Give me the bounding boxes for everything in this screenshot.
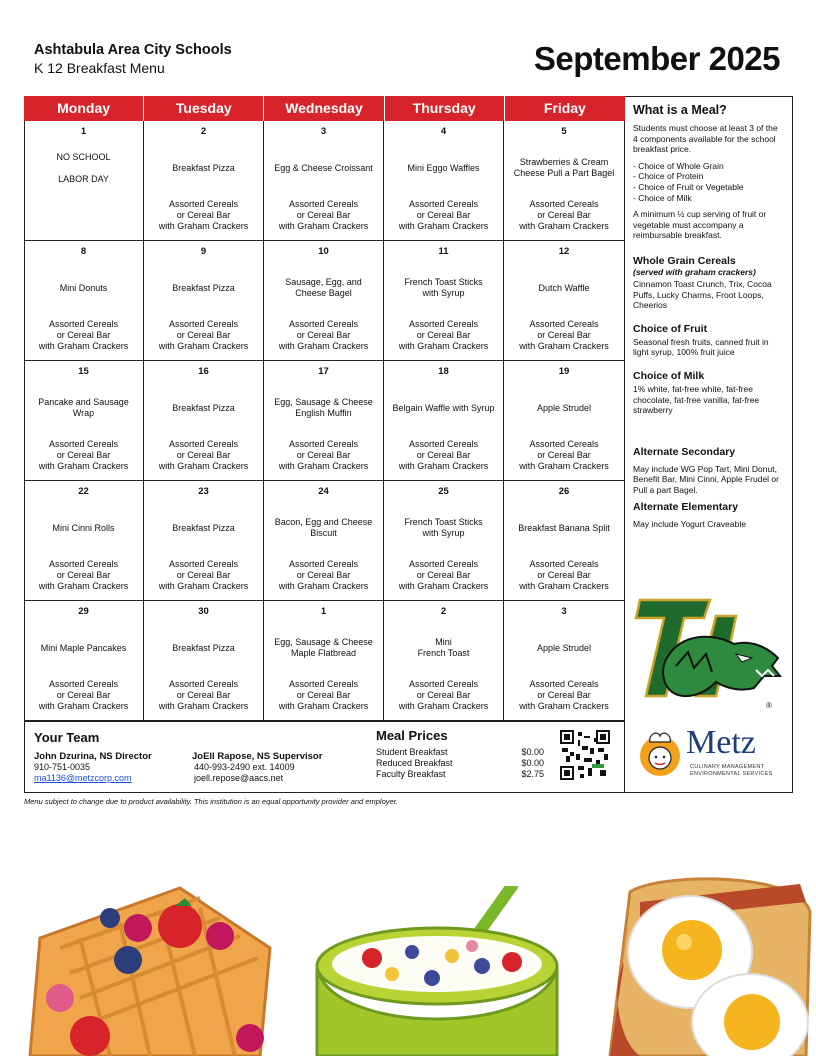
team-member-2 (192, 751, 322, 784)
calendar-day-cell (144, 241, 264, 361)
menu-alternate: Assorted Cereals or Cereal Bar with Graham Crackers (278, 319, 369, 351)
price-value: $2.75 (521, 769, 544, 779)
menu-entree: Egg, Sausage & Cheese English Muffin (274, 397, 373, 418)
calendar-day-cell (24, 241, 144, 361)
calendar-day-cell (264, 601, 384, 721)
disclaimer: Menu subject to change due to product availability. This institution is an equal opportunity provider and employer. (24, 797, 398, 806)
menu-entree: French Toast Sticks with Syrup (404, 277, 483, 298)
day-header-row (24, 96, 625, 121)
menu-entree: Pancake and Sausage Wrap (38, 397, 129, 418)
menu-alternate: Assorted Cereals or Cereal Bar with Graham Crackers (398, 319, 489, 351)
team-section (24, 721, 625, 793)
menu-entree: Apple Strudel (536, 642, 592, 653)
day-number: 22 (78, 486, 89, 497)
menu-alternate: Assorted Cereals or Cereal Bar with Graham Crackers (158, 679, 249, 711)
day-number: 19 (558, 366, 570, 377)
calendar-day-cell (264, 241, 384, 361)
menu-entree: Belgain Waffle with Syrup (392, 402, 495, 413)
menu-alternate: Assorted Cereals or Cereal Bar with Graham Crackers (519, 559, 609, 591)
menu-alternate: Assorted Cereals or Cereal Bar with Graham Crackers (398, 199, 489, 231)
menu-entree: Mini Maple Pancakes (40, 642, 127, 653)
milk-text: 1% white, fat-free white, fat-free chocolate, fat-free vanilla, fat-free strawberry (633, 383, 760, 416)
meal-title: What is a Meal? (633, 103, 727, 117)
menu-alternate: Assorted Cereals or Cereal Bar with Graham Crackers (158, 199, 249, 231)
team-title: Your Team (34, 730, 100, 745)
menu-entree: Breakfast Pizza (172, 642, 235, 653)
day-number: 12 (558, 246, 570, 257)
metz-line1: CULINARY MANAGEMENT (690, 764, 765, 770)
day-number: 10 (318, 246, 329, 257)
calendar-day-cell (264, 481, 384, 601)
member-2-phone: 440-993-2490 ext. 14009 (194, 762, 295, 772)
calendar-grid (24, 121, 625, 721)
member-1-name: John Dzurina, NS Director (34, 751, 152, 762)
price-row-student (376, 747, 544, 757)
calendar-day-cell (504, 121, 624, 241)
day-number: 25 (438, 486, 449, 497)
menu-entree: Strawberries & Cream Cheese Pull a Part Bagel (513, 157, 615, 178)
calendar-day-cell (24, 481, 144, 601)
menu-entree: Breakfast Pizza (172, 282, 235, 293)
calendar-day-cell (264, 121, 384, 241)
menu-entree: NO SCHOOL LABOR DAY (56, 151, 111, 184)
calendar-day-cell (504, 361, 624, 481)
calendar-day-cell (144, 601, 264, 721)
calendar-day-cell (144, 481, 264, 601)
menu-entree: Breakfast Pizza (172, 522, 235, 533)
calendar-day-cell (384, 361, 504, 481)
dragon-logo-icon (632, 596, 782, 712)
menu-alternate: Assorted Cereals or Cereal Bar with Graham Crackers (278, 679, 369, 711)
menu-alternate: Assorted Cereals or Cereal Bar with Graham Crackers (519, 319, 609, 351)
day-number: 2 (200, 126, 207, 137)
member-2-email: joell.repose@aacs.net (194, 773, 284, 783)
day-header-tuesday: Tuesday (144, 96, 264, 121)
menu-entree: Breakfast Banana Split (518, 522, 610, 533)
meal-choices: - Choice of Whole Grain - Choice of Protein - Choice of Fruit or Vegetable - Choice of Milk (633, 160, 744, 203)
menu-alternate: Assorted Cereals or Cereal Bar with Graham Crackers (519, 199, 609, 231)
alt-secondary-text: May include WG Pop Tart, Mini Donut, Benefit Bar, Mini Cinni, Apple Frudel or Pull a part Bagel. (633, 463, 779, 495)
day-number: 11 (438, 246, 449, 257)
menu-alternate: Assorted Cereals or Cereal Bar with Graham Crackers (278, 559, 369, 591)
menu-alternate: Assorted Cereals or Cereal Bar with Graham Crackers (519, 679, 609, 711)
fruit-title: Choice of Fruit (633, 322, 708, 335)
qr-code-icon[interactable] (560, 730, 610, 780)
member-2-name: JoEll Rapose, NS Supervisor (192, 751, 323, 762)
member-1-phone: 910-751-0035 (34, 762, 91, 772)
day-number: 3 (320, 126, 327, 137)
menu-alternate: Assorted Cereals or Cereal Bar with Graham Crackers (38, 439, 129, 471)
price-value: $0.00 (521, 747, 544, 757)
svg-text:®: ® (766, 701, 772, 710)
milk-title: Choice of Milk (633, 369, 705, 382)
calendar-day-cell (144, 361, 264, 481)
menu-alternate: Assorted Cereals or Cereal Bar with Graham Crackers (38, 559, 129, 591)
day-number: 17 (318, 366, 329, 377)
menu-entree: Dutch Waffle (538, 282, 590, 293)
menu-entree: Egg, Sausage & Cheese Maple Flatbread (274, 637, 373, 658)
menu-entree: Breakfast Pizza (172, 162, 235, 173)
calendar-day-cell (504, 601, 624, 721)
price-row-reduced (376, 758, 544, 768)
day-number: 15 (78, 366, 89, 377)
day-number: 8 (80, 246, 87, 257)
calendar-day-cell (384, 601, 504, 721)
menu-alternate: Assorted Cereals or Cereal Bar with Graham Crackers (158, 439, 249, 471)
metz-logo (638, 726, 788, 784)
day-number: 26 (558, 486, 570, 497)
month-title: September 2025 (533, 40, 780, 77)
day-number: 3 (561, 606, 567, 617)
menu-entree: French Toast Sticks with Syrup (404, 517, 483, 538)
menu-alternate: Assorted Cereals or Cereal Bar with Graham Crackers (158, 559, 249, 591)
menu-alternate: Assorted Cereals or Cereal Bar with Graham Crackers (158, 319, 249, 351)
day-header-friday: Friday (505, 96, 625, 121)
calendar-day-cell (24, 601, 144, 721)
egg-toast-illustration-icon (600, 872, 816, 1056)
school-name: Ashtabula Area City Schools (34, 42, 232, 58)
day-number: 18 (438, 366, 449, 377)
chef-icon (638, 728, 682, 778)
menu-entree: Egg & Cheese Croissant (274, 162, 373, 173)
meal-intro: Students must choose at least 3 of the 4 components available for the school breakfast price. (633, 123, 778, 155)
day-number: 1 (80, 126, 87, 137)
price-value: $0.00 (521, 758, 544, 768)
fruit-text: Seasonal fresh fruits, canned fruit in light syrup, 100% fruit juice (633, 336, 769, 358)
meal-note: A minimum ½ cup serving of fruit or vegetable must accompany a reimbursable breakfast. (633, 209, 767, 241)
menu-alternate: Assorted Cereals or Cereal Bar with Graham Crackers (519, 439, 609, 471)
metz-line2: ENVIRONMENTAL SERVICES (690, 771, 773, 777)
alt-elementary-title: Alternate Elementary (633, 501, 739, 514)
menu-alternate: Assorted Cereals or Cereal Bar with Graham Crackers (398, 559, 489, 591)
calendar-day-cell (384, 241, 504, 361)
day-number: 9 (200, 246, 207, 257)
calendar-day-cell (24, 121, 144, 241)
grain-subtitle: (served with graham crackers) (633, 266, 756, 277)
menu-entree: Mini Donuts (59, 282, 108, 293)
day-number: 16 (198, 366, 209, 377)
calendar-day-cell (504, 241, 624, 361)
metz-name: Metz (686, 724, 756, 761)
menu-entree: Bacon, Egg and Cheese Biscuit (274, 517, 373, 538)
menu-entree: Mini Eggo Waffles (407, 162, 480, 173)
calendar-day-cell (384, 121, 504, 241)
alt-secondary-title: Alternate Secondary (633, 445, 736, 458)
price-label: Student Breakfast (376, 747, 448, 757)
day-header-thursday: Thursday (385, 96, 505, 121)
day-number: 24 (318, 486, 329, 497)
calendar-day-cell (384, 481, 504, 601)
day-number: 4 (440, 126, 447, 137)
team-member-1 (34, 751, 152, 784)
day-number: 29 (78, 606, 89, 617)
day-number: 23 (198, 486, 209, 497)
calendar-day-cell (504, 481, 624, 601)
price-label: Reduced Breakfast (376, 758, 453, 768)
day-number: 1 (320, 606, 327, 617)
menu-subtitle: K 12 Breakfast Menu (34, 60, 165, 76)
day-number: 5 (561, 126, 567, 137)
menu-alternate: Assorted Cereals or Cereal Bar with Graham Crackers (398, 439, 489, 471)
menu-alternate: Assorted Cereals or Cereal Bar with Graham Crackers (278, 439, 369, 471)
menu-alternate: Assorted Cereals or Cereal Bar with Graham Crackers (278, 199, 369, 231)
grain-text: Cinnamon Toast Crunch, Trix, Cocoa Puffs, Lucky Charms, Froot Loops, Cheerios (633, 278, 772, 311)
cereal-bowl-illustration-icon (312, 886, 572, 1056)
menu-entree: Mini French Toast (417, 637, 470, 658)
alt-elementary-text: May include Yogurt Craveable (633, 519, 746, 530)
menu-entree: Sausage, Egg, and Cheese Bagel (285, 277, 362, 298)
day-number: 30 (198, 606, 209, 617)
menu-alternate: Assorted Cereals or Cereal Bar with Graham Crackers (38, 679, 129, 711)
day-number: 2 (440, 606, 447, 617)
prices-title: Meal Prices (376, 728, 448, 743)
day-header-monday: Monday (24, 96, 144, 121)
menu-entree: Apple Strudel (536, 402, 592, 413)
menu-entree: Breakfast Pizza (172, 402, 235, 413)
waffle-illustration-icon (10, 878, 290, 1056)
day-header-wednesday: Wednesday (264, 96, 384, 121)
calendar-day-cell (264, 361, 384, 481)
grain-title: Whole Grain Cereals (633, 254, 736, 267)
menu-alternate: Assorted Cereals or Cereal Bar with Graham Crackers (398, 679, 489, 711)
member-1-email-link[interactable]: ma1136@metzcorp.com (34, 773, 132, 783)
menu-alternate: Assorted Cereals or Cereal Bar with Graham Crackers (38, 319, 129, 351)
price-label: Faculty Breakfast (376, 769, 446, 779)
calendar-day-cell (24, 361, 144, 481)
menu-entree: Mini Cinni Rolls (52, 522, 115, 533)
calendar-day-cell (144, 121, 264, 241)
price-row-faculty (376, 769, 544, 779)
